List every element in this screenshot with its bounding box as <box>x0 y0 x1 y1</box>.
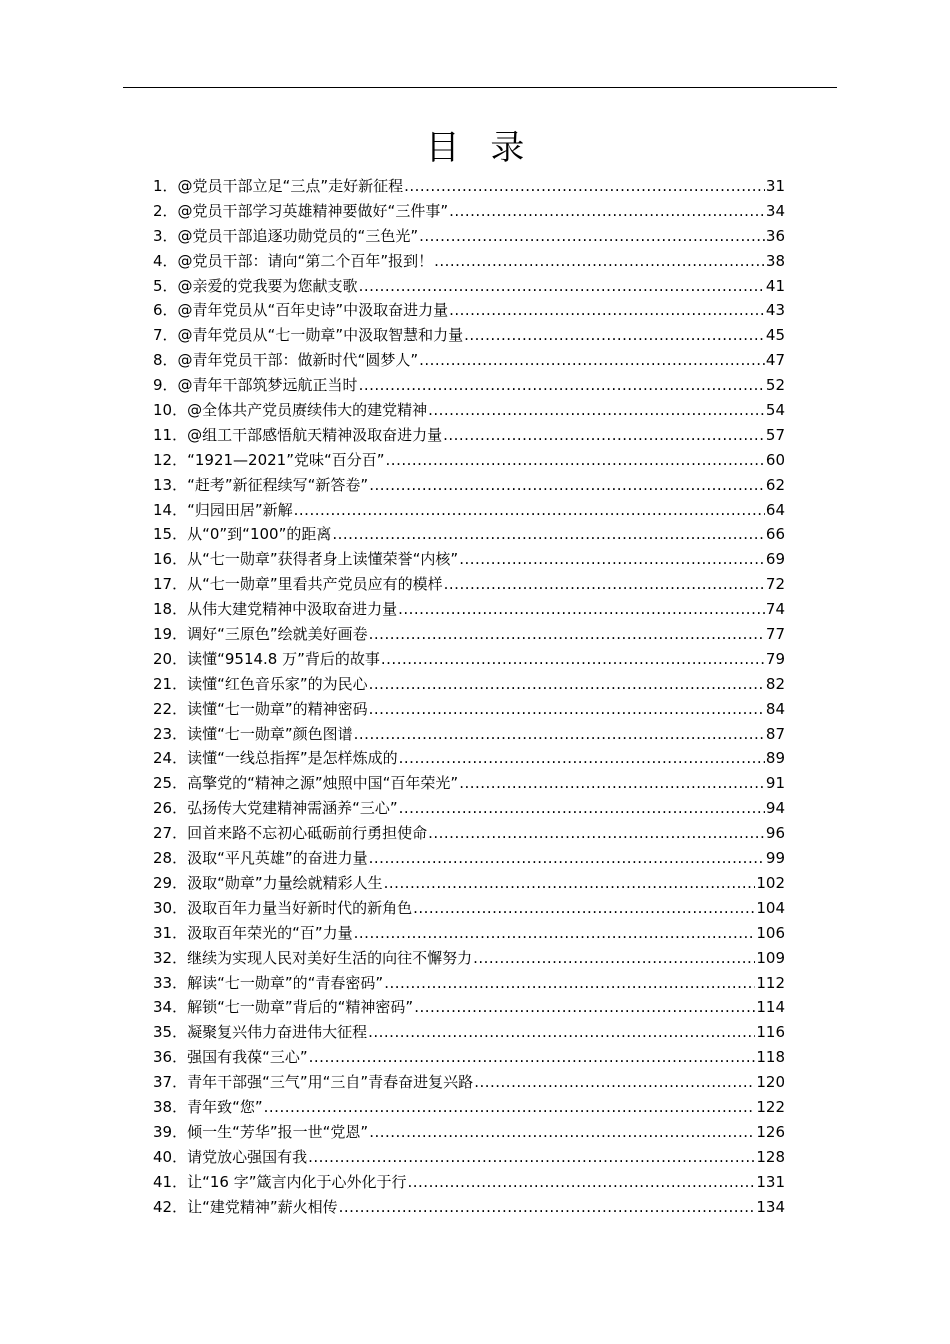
toc-dot-leader <box>399 796 765 821</box>
toc-entry-page: 94 <box>765 799 785 818</box>
toc-entry[interactable] <box>153 274 785 299</box>
toc-entry-title: 从伟大建党精神中汲取奋进力量 <box>187 600 398 619</box>
toc-entry-page: 128 <box>756 1147 785 1166</box>
toc-entry[interactable] <box>153 871 785 896</box>
toc-entry-number: 12． <box>153 450 188 469</box>
toc-entry-number: 27． <box>153 824 188 843</box>
toc-entry-number: 18． <box>153 600 188 619</box>
toc-entry-number: 31． <box>153 923 188 942</box>
toc-dot-leader <box>449 298 765 323</box>
toc-entry-page: 134 <box>756 1197 785 1216</box>
toc-entry[interactable] <box>153 821 785 846</box>
toc-entry-title: 强国有我葆“三心” <box>187 1048 308 1067</box>
toc-entry[interactable] <box>153 298 785 323</box>
toc-dot-leader <box>443 423 765 448</box>
toc-dot-leader <box>384 871 756 896</box>
toc-entry-number: 34． <box>153 998 188 1017</box>
toc-entry-page: 41 <box>765 276 785 295</box>
toc-entry-page: 104 <box>756 898 785 917</box>
toc-entry[interactable] <box>153 746 785 771</box>
toc-entry-title: @党员干部：请向“第二个百年”报到！ <box>177 251 434 270</box>
toc-entry-number: 37． <box>153 1073 188 1092</box>
toc-entry-page: 116 <box>756 1023 785 1042</box>
toc-entry[interactable] <box>153 572 785 597</box>
toc-entry-page: 99 <box>765 849 785 868</box>
toc-entry[interactable] <box>153 622 785 647</box>
toc-entry-page: 89 <box>765 749 785 768</box>
toc-entry[interactable] <box>153 348 785 373</box>
toc-dot-leader <box>368 1020 755 1045</box>
toc-dot-leader <box>354 921 756 946</box>
toc-entry-page: 106 <box>756 923 785 942</box>
toc-entry-number: 25． <box>153 774 188 793</box>
toc-entry-title: 弘扬传大党建精神需涵养“三心” <box>187 799 398 818</box>
page-title: 目 录 <box>425 128 535 168</box>
toc-entry-title: 解读“七一勋章”的“青春密码” <box>187 973 384 992</box>
toc-entry[interactable] <box>153 398 785 423</box>
toc-entry[interactable] <box>153 1145 785 1170</box>
toc-entry-number: 42． <box>153 1197 188 1216</box>
toc-entry-page: 91 <box>765 774 785 793</box>
toc-entry-page: 54 <box>765 401 785 420</box>
toc-dot-leader <box>369 846 765 871</box>
toc-dot-leader <box>339 1195 756 1220</box>
toc-entry-page: 77 <box>765 625 785 644</box>
toc-dot-leader <box>359 274 765 299</box>
toc-dot-leader <box>359 373 765 398</box>
toc-entry-title: 读懂“七一勋章”的精神密码 <box>187 699 368 718</box>
toc-entry[interactable] <box>153 522 785 547</box>
toc-entry-title: 调好“三原色”绘就美好画卷 <box>187 625 368 644</box>
toc-entry-number: 19． <box>153 625 188 644</box>
toc-entry[interactable] <box>153 722 785 747</box>
toc-dot-leader <box>434 249 765 274</box>
toc-dot-leader <box>428 398 765 423</box>
toc-entry-page: 52 <box>765 376 785 395</box>
toc-dot-leader <box>459 771 765 796</box>
toc-entry-page: 114 <box>756 998 785 1017</box>
toc-entry[interactable] <box>153 199 785 224</box>
toc-entry[interactable] <box>153 672 785 697</box>
toc-dot-leader <box>308 1145 755 1170</box>
toc-dot-leader <box>419 348 765 373</box>
toc-entry-number: 26． <box>153 799 188 818</box>
toc-dot-leader <box>354 722 765 747</box>
toc-entry-page: 69 <box>765 550 785 569</box>
toc-entry-number: 17． <box>153 575 188 594</box>
toc-list <box>153 174 785 1219</box>
toc-dot-leader <box>381 647 765 672</box>
toc-entry-page: 126 <box>756 1122 785 1141</box>
toc-entry[interactable] <box>153 323 785 348</box>
toc-entry-number: 22． <box>153 699 188 718</box>
toc-entry-page: 47 <box>765 351 785 370</box>
toc-entry-number: 21． <box>153 674 188 693</box>
toc-dot-leader <box>444 572 765 597</box>
toc-entry-number: 36． <box>153 1048 188 1067</box>
toc-entry[interactable] <box>153 1070 785 1095</box>
toc-entry-title: 倾一生“芳华”报一世“党恩” <box>187 1122 369 1141</box>
toc-entry-number: 16． <box>153 550 188 569</box>
toc-entry-page: 82 <box>765 674 785 693</box>
toc-entry-title: 读懂“9514.8 万”背后的故事 <box>187 649 380 668</box>
toc-dot-leader <box>419 224 765 249</box>
toc-entry[interactable] <box>153 1170 785 1195</box>
toc-entry-title: 从“七一勋章”里看共产党员应有的模样 <box>187 575 443 594</box>
toc-entry-page: 43 <box>765 301 785 320</box>
toc-entry-page: 36 <box>765 226 785 245</box>
toc-entry-page: 109 <box>756 948 785 967</box>
toc-entry-page: 38 <box>765 251 785 270</box>
toc-entry-title: 从“0”到“100”的距离 <box>187 525 332 544</box>
toc-entry-page: 84 <box>765 699 785 718</box>
toc-entry[interactable] <box>153 771 785 796</box>
toc-entry-title: 凝聚复兴伟力奋进伟大征程 <box>187 1023 368 1042</box>
toc-dot-leader <box>428 821 765 846</box>
toc-dot-leader <box>473 946 755 971</box>
toc-entry-title: 继续为实现人民对美好生活的向往不懈努力 <box>187 948 473 967</box>
toc-entry-page: 31 <box>765 177 785 195</box>
toc-entry-page: 66 <box>765 525 785 544</box>
toc-entry[interactable] <box>153 249 785 274</box>
toc-entry-number: 7． <box>153 326 178 345</box>
toc-entry-title: @青年党员干部：做新时代“圆梦人” <box>177 351 419 370</box>
toc-entry-title: “归园田居”新解 <box>187 500 293 519</box>
toc-dot-leader <box>474 1070 755 1095</box>
toc-entry-title: @组工干部感悟航天精神汲取奋进力量 <box>187 425 443 444</box>
toc-entry-number: 8． <box>153 351 178 370</box>
toc-entry-title: 读懂“七一勋章”颜色图谱 <box>187 724 353 743</box>
toc-entry[interactable] <box>153 1120 785 1145</box>
toc-entry[interactable] <box>153 971 785 996</box>
toc-entry-title: 汲取“勋章”力量绘就精彩人生 <box>187 873 383 892</box>
toc-entry-title: @党员干部学习英雄精神要做好“三件事” <box>177 201 449 220</box>
toc-entry-page: 64 <box>765 500 785 519</box>
toc-entry-page: 87 <box>765 724 785 743</box>
toc-entry-title: 高擎党的“精神之源”烛照中国“百年荣光” <box>187 774 459 793</box>
toc-entry-title: @党员干部追逐功勋党员的“三色光” <box>177 226 419 245</box>
toc-entry-number: 11． <box>153 425 188 444</box>
toc-entry-number: 32． <box>153 948 188 967</box>
toc-dot-leader <box>459 547 765 572</box>
toc-dot-leader <box>408 1170 756 1195</box>
toc-entry-page: 122 <box>756 1097 785 1116</box>
toc-entry-number: 4． <box>153 251 178 270</box>
toc-entry-title: @亲爱的党我要为您献支歌 <box>177 276 358 295</box>
toc-entry-title: 让“16 字”箴言内化于心外化于行 <box>187 1172 407 1191</box>
toc-dot-leader <box>332 522 765 547</box>
toc-dot-leader <box>398 597 765 622</box>
toc-entry-title: 汲取百年力量当好新时代的新角色 <box>187 898 413 917</box>
toc-entry-page: 57 <box>765 425 785 444</box>
header-rule <box>123 87 837 88</box>
toc-entry-title: @青年党员从“百年史诗”中汲取奋进力量 <box>177 301 449 320</box>
toc-dot-leader <box>464 323 765 348</box>
toc-entry-page: 74 <box>765 600 785 619</box>
toc-entry[interactable] <box>153 597 785 622</box>
toc-entry-page: 34 <box>765 201 785 220</box>
toc-entry-title: 回首来路不忘初心砥砺前行勇担使命 <box>187 824 428 843</box>
toc-entry[interactable] <box>153 1020 785 1045</box>
toc-entry-title: 汲取“平凡英雄”的奋进力量 <box>187 849 368 868</box>
toc-entry-page: 118 <box>756 1048 785 1067</box>
toc-dot-leader <box>449 199 765 224</box>
toc-entry[interactable] <box>153 174 785 199</box>
toc-entry[interactable] <box>153 921 785 946</box>
toc-entry-number: 20． <box>153 649 188 668</box>
toc-entry[interactable] <box>153 946 785 971</box>
toc-entry[interactable] <box>153 423 785 448</box>
toc-entry-number: 14． <box>153 500 188 519</box>
toc-entry-title: 读懂“红色音乐家”的为民心 <box>187 674 368 693</box>
toc-dot-leader <box>309 1045 756 1070</box>
toc-entry-title: @青年党员从“七一勋章”中汲取智慧和力量 <box>177 326 464 345</box>
toc-entry-number: 41． <box>153 1172 188 1191</box>
toc-entry[interactable] <box>153 697 785 722</box>
toc-dot-leader <box>369 672 765 697</box>
toc-entry-title: 解锁“七一勋章”背后的“精神密码” <box>187 998 414 1017</box>
toc-dot-leader <box>414 995 755 1020</box>
toc-entry-title: 青年干部强“三气”用“三自”青春奋进复兴路 <box>187 1073 474 1092</box>
toc-dot-leader <box>386 448 765 473</box>
toc-entry-title: @青年干部筑梦远航正当时 <box>177 376 358 395</box>
toc-entry-page: 120 <box>756 1073 785 1092</box>
toc-dot-leader <box>399 746 765 771</box>
toc-entry[interactable] <box>153 473 785 498</box>
toc-entry-number: 6． <box>153 301 178 320</box>
toc-entry-title: 请党放心强国有我 <box>187 1147 308 1166</box>
toc-dot-leader <box>369 622 765 647</box>
toc-entry-number: 5． <box>153 276 178 295</box>
toc-entry-title: “赶考”新征程续写“新答卷” <box>187 475 369 494</box>
toc-entry-number: 33． <box>153 973 188 992</box>
toc-entry-page: 72 <box>765 575 785 594</box>
toc-entry-page: 60 <box>765 450 785 469</box>
toc-entry-page: 96 <box>765 824 785 843</box>
toc-entry[interactable] <box>153 1195 785 1220</box>
toc-entry[interactable] <box>153 448 785 473</box>
toc-entry[interactable] <box>153 498 785 523</box>
toc-entry-number: 13． <box>153 475 188 494</box>
toc-entry-title: 从“七一勋章”获得者身上读懂荣誉“内核” <box>187 550 459 569</box>
toc-entry-number: 40． <box>153 1147 188 1166</box>
toc-entry-title: 读懂“一线总指挥”是怎样炼成的 <box>187 749 398 768</box>
toc-entry-number: 30． <box>153 898 188 917</box>
toc-dot-leader <box>264 1095 756 1120</box>
toc-entry-number: 29． <box>153 873 188 892</box>
toc-entry-number: 1． <box>153 177 178 195</box>
toc-entry-title: @党员干部立足“三点”走好新征程 <box>177 177 404 195</box>
toc-entry[interactable] <box>153 373 785 398</box>
toc-entry-title: @全体共产党员赓续伟大的建党精神 <box>187 401 428 420</box>
toc-entry-number: 2． <box>153 201 178 220</box>
toc-entry[interactable] <box>153 647 785 672</box>
toc-entry[interactable] <box>153 846 785 871</box>
toc-entry-page: 102 <box>756 873 785 892</box>
toc-entry-title: 青年致“您” <box>187 1097 263 1116</box>
toc-entry[interactable] <box>153 224 785 249</box>
toc-dot-leader <box>384 971 755 996</box>
toc-dot-leader <box>369 697 765 722</box>
toc-entry-number: 28． <box>153 849 188 868</box>
toc-entry-number: 15． <box>153 525 188 544</box>
toc-entry-page: 79 <box>765 649 785 668</box>
toc-entry-number: 23． <box>153 724 188 743</box>
toc-entry-page: 62 <box>765 475 785 494</box>
toc-entry-number: 9． <box>153 376 178 395</box>
toc-entry-number: 10． <box>153 401 188 420</box>
toc-entry-title: “1921—2021”党味“百分百” <box>187 450 385 469</box>
toc-entry-page: 131 <box>756 1172 785 1191</box>
toc-dot-leader <box>294 498 765 523</box>
toc-dot-leader <box>404 174 765 199</box>
toc-entry-number: 35． <box>153 1023 188 1042</box>
toc-entry-page: 112 <box>756 973 785 992</box>
toc-dot-leader <box>369 1120 755 1145</box>
toc-entry-title: 让“建党精神”薪火相传 <box>187 1197 338 1216</box>
toc-entry[interactable] <box>153 1045 785 1070</box>
toc-entry[interactable] <box>153 896 785 921</box>
toc-entry[interactable] <box>153 1095 785 1120</box>
toc-entry-number: 3． <box>153 226 178 245</box>
toc-entry[interactable] <box>153 796 785 821</box>
toc-entry[interactable] <box>153 995 785 1020</box>
toc-dot-leader <box>369 473 765 498</box>
toc-entry-number: 38． <box>153 1097 188 1116</box>
toc-entry[interactable] <box>153 547 785 572</box>
toc-entry-title: 汲取百年荣光的“百”力量 <box>187 923 353 942</box>
toc-dot-leader <box>413 896 755 921</box>
toc-entry-page: 45 <box>765 326 785 345</box>
toc-entry-number: 24． <box>153 749 188 768</box>
toc-entry-number: 39． <box>153 1122 188 1141</box>
